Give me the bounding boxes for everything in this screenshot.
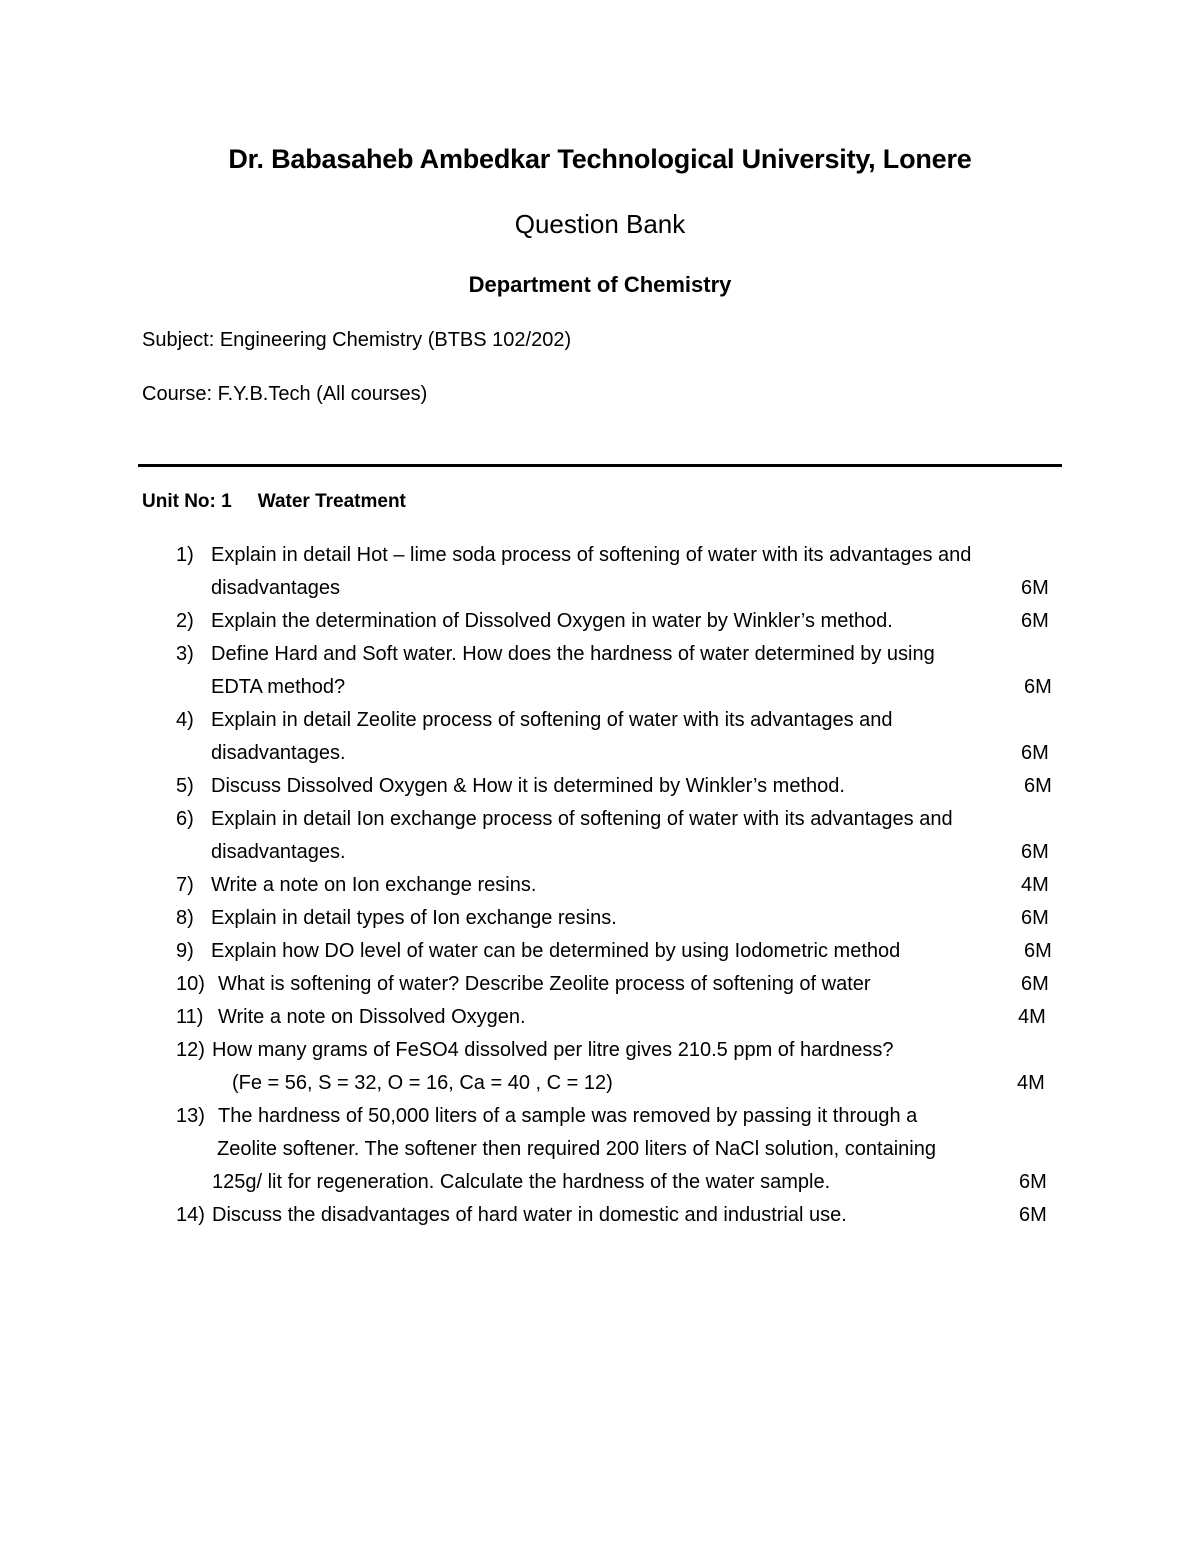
question-1-number: 1) (176, 544, 194, 566)
question-7-marks: 4M (1021, 874, 1049, 896)
question-13-line-2: Zeolite softener. The softener then required 200 liters of NaCl solution, containing (217, 1138, 936, 1160)
question-2-marks: 6M (1021, 610, 1049, 632)
unit-title: Water Treatment (257, 491, 406, 512)
question-3-number: 3) (176, 643, 194, 665)
question-11-number: 11) (176, 1006, 204, 1028)
question-12-line-1: How many grams of FeSO4 dissolved per litre gives 210.5 ppm of hardness? (212, 1039, 894, 1061)
question-6-number: 6) (176, 808, 194, 830)
question-12-number: 12) (176, 1039, 205, 1061)
question-10-marks: 6M (1021, 973, 1049, 995)
question-8-marks: 6M (1021, 907, 1049, 929)
question-13-line-1: The hardness of 50,000 liters of a sample was removed by passing it through a (218, 1105, 918, 1127)
course-line: Course: F.Y.B.Tech (All courses) (142, 383, 428, 405)
question-3-line-1: Define Hard and Soft water. How does the hardness of water determined by using (211, 643, 935, 665)
subject-line: Subject: Engineering Chemistry (BTBS 102/202) (142, 329, 572, 351)
question-1-marks: 6M (1021, 577, 1049, 599)
question-13-line-3: 125g/ lit for regeneration. Calculate the hardness of the water sample. (212, 1171, 831, 1193)
question-1-line-1: Explain in detail Hot – lime soda process of softening of water with its advantages and (211, 544, 972, 566)
question-7-line-1: Write a note on Ion exchange resins. (211, 874, 537, 896)
question-4-number: 4) (176, 709, 194, 731)
question-3-line-2: EDTA method? (211, 676, 346, 698)
question-8-number: 8) (176, 907, 194, 929)
question-12-marks: 4M (1017, 1072, 1045, 1094)
department-name: Department of Chemistry (468, 272, 732, 297)
question-2-line-1: Explain the determination of Dissolved Oxygen in water by Winkler’s method. (211, 610, 893, 632)
question-6-line-2: disadvantages. (211, 841, 346, 863)
question-5-line-1: Discuss Dissolved Oxygen & How it is determined by Winkler’s method. (211, 775, 845, 797)
question-8-line-1: Explain in detail types of Ion exchange resins. (211, 907, 617, 929)
question-14-number: 14) (176, 1204, 205, 1226)
question-12-line-2: (Fe = 56, S = 32, O = 16, Ca = 40 , C = 12) (232, 1072, 613, 1094)
question-5-number: 5) (176, 775, 194, 797)
question-13-number: 13) (176, 1105, 205, 1127)
unit-label: Unit No: 1 (142, 491, 232, 512)
question-13-marks: 6M (1019, 1171, 1047, 1193)
question-6-line-1: Explain in detail Ion exchange process of softening of water with its advantages and (211, 808, 953, 830)
question-11-line-1: Write a note on Dissolved Oxygen. (218, 1006, 526, 1028)
question-6-marks: 6M (1021, 841, 1049, 863)
question-4-marks: 6M (1021, 742, 1049, 764)
horizontal-divider (138, 464, 1062, 467)
question-4-line-1: Explain in detail Zeolite process of softening of water with its advantages and (211, 709, 893, 731)
unit-heading (142, 491, 406, 513)
question-9-number: 9) (176, 940, 194, 962)
question-14-marks: 6M (1019, 1204, 1047, 1226)
question-9-marks: 6M (1024, 940, 1052, 962)
university-name: Dr. Babasaheb Ambedkar Technological University, Lonere (228, 144, 972, 174)
question-7-number: 7) (176, 874, 194, 896)
question-2-number: 2) (176, 610, 194, 632)
question-3-marks: 6M (1024, 676, 1052, 698)
question-5-marks: 6M (1024, 775, 1052, 797)
question-14-line-1: Discuss the disadvantages of hard water in domestic and industrial use. (212, 1204, 847, 1226)
question-11-marks: 4M (1018, 1006, 1046, 1028)
question-1-line-2: disadvantages (211, 577, 340, 599)
question-10-number: 10) (176, 973, 205, 995)
question-9-line-1: Explain how DO level of water can be determined by using Iodometric method (211, 940, 901, 962)
document-title: Question Bank (514, 209, 686, 239)
question-10-line-1: What is softening of water? Describe Zeolite process of softening of water (218, 973, 871, 995)
question-4-line-2: disadvantages. (211, 742, 346, 764)
